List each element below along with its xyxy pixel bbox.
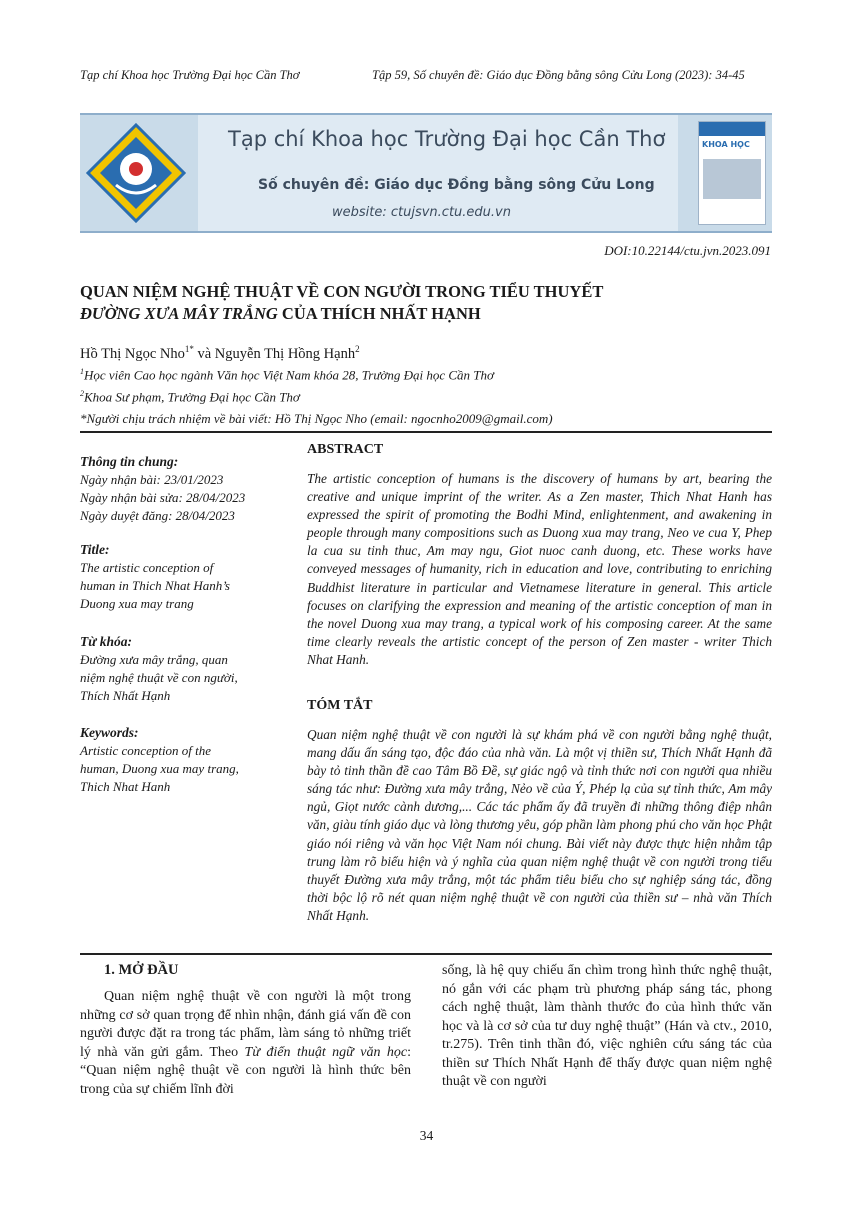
tomtat-heading: TÓM TẮT xyxy=(307,698,373,713)
affiliation-1-text: Học viên Cao học ngành Văn học Việt Nam khóa 28, Trường Đại học Cần Thơ xyxy=(84,367,494,383)
keywords-en-heading: Keywords: xyxy=(80,725,139,740)
keywords-en-line: human, Duong xua may trang, xyxy=(80,761,239,776)
doi: DOI:10.22144/ctu.jvn.2023.091 xyxy=(604,243,771,258)
journal-cover-icon xyxy=(698,121,766,225)
article-info xyxy=(80,453,285,525)
keywords-vi-heading: Từ khóa: xyxy=(80,634,132,649)
corresponding-author: *Người chịu trách nhiệm về bài viết: Hồ Thị Ngọc Nho (email: ngocnho2009@gmail.com) xyxy=(80,411,553,426)
date-received: Ngày nhận bài: 23/01/2023 xyxy=(80,472,224,487)
author-1-mark: 1* xyxy=(184,344,194,354)
author-list xyxy=(80,344,360,363)
section-1-heading: 1. MỞ ĐẦU xyxy=(104,962,179,978)
english-title-block xyxy=(80,541,285,613)
keywords-vi-block xyxy=(80,633,285,705)
date-accepted: Ngày duyệt đăng: 28/04/2023 xyxy=(80,508,235,523)
tomtat-text: Quan niệm nghệ thuật về con người là sự khám phá về con người bằng nghệ thuật, mang dấu ấn sáng tạo, độc đáo của nhà văn. Là một vị thiền sư, Thích Nhất Hạnh đã bày tỏ tinh thần đề cao Tâm Bồ Đề, sự giác ngộ và tỉnh thức nơi con người qua nhiều sáng tác như: Đường xưa mây trắng, Nẻo về của Ý, Phép lạ của sự tỉnh thức, Am mây ngủ, Giọt nước cành dương,... Các tác phẩm ấy đã truyền đi những thông điệp nhân văn, giàu tính giáo dục và lòng thương yêu, góp phần làm phong phú cho văn học Phật giáo nói riêng và văn học Việt Nam nói chung. Bài viết này được thực hiện nhằm tập trung làm rõ biểu hiện và ý nghĩa của quan niệm nghệ thuật về con người trong tiểu thuyết Đường xưa mây trắng, một tác phẩm tiêu biểu cho sự nghiệp sáng tác, đồng thời bộc lộ rõ nét quan niệm nghệ thuật về con người của thiền sư – nhà văn Thích Nhất Hạnh. xyxy=(307,727,772,923)
affiliation-1 xyxy=(80,367,494,383)
title-author: CỦA THÍCH NHẤT HẠNH xyxy=(277,304,481,323)
intro-left-column xyxy=(80,988,411,1099)
english-title-line: Duong xua may trang xyxy=(80,596,194,611)
keywords-vi-line: Thích Nhất Hạnh xyxy=(80,688,171,703)
english-title-line: The artistic conception of xyxy=(80,560,214,575)
intro-right-column: sống, là hệ quy chiếu ẩn chìm trong hình thức nghệ thuật, nó gắn với các phạm trù phương pháp sáng tác, phong cách nghệ thuật, làm thành thước đo của hình thức văn học và là cơ sở của tư duy nghệ thuật” (Hán và ctv., 2010, tr.275). Trên tinh thần đó, việc nghiên cứu sáng tác của thiền sư Thích Nhất Hạnh để thấy được quan niệm nghệ thuật về con người xyxy=(442,963,772,1089)
journal-banner xyxy=(80,113,772,233)
abstract-text: The artistic conception of humans is the discovery of humans by art, bearing the creative and unique imprint of the writer. As a Zen master, Thich Nhat Hanh has expressed the spirit of promoting the Bodhi Mind, enlightenment, and awakening in people through many compositions such as Duong xua may trang, Neo ve cua Y, Phep la cua su tinh thuc, Am may ngu, Giot nuoc canh duong, etc. These works have conveyed messages of humanity, rich in education and love, contributing to enriching Buddhist literature in particular and Vietnamese literature in general. This article focuses on clarifying the expression and meaning of the artistic conception of man in the novel Duong xua may trang, a typical work of his composing career. At the same time clearly reveals the artistic concept of the person of Zen master - writer Thich Nhat Hanh. xyxy=(307,471,772,667)
author-2-mark: 2 xyxy=(355,344,360,354)
title-line-1: QUAN NIỆM NGHỆ THUẬT VỀ CON NGƯỜI TRONG TIỂU THUYẾT xyxy=(80,282,604,301)
intro-dictionary: Từ điển thuật ngữ văn học xyxy=(244,1044,408,1060)
affiliation-2-text: Khoa Sư phạm, Trường Đại học Cần Thơ xyxy=(84,389,300,405)
article-title xyxy=(80,281,780,325)
english-title-heading: Title: xyxy=(80,542,110,557)
banner-subtitle: Số chuyên đề: Giáo dục Đồng bằng sông Cửu Long xyxy=(258,177,655,193)
affiliation-2-mark: 2 xyxy=(80,389,84,398)
page-number: 34 xyxy=(419,1128,434,1143)
affiliation-1-mark: 1 xyxy=(80,367,84,376)
running-head-issue: Tập 59, Số chuyên đề: Giáo dục Đồng bằng sông Cửu Long (2023): 34-45 xyxy=(372,68,745,82)
date-revised: Ngày nhận bài sửa: 28/04/2023 xyxy=(80,490,246,505)
cover-title: KHOA HỌC xyxy=(702,140,750,149)
english-title-line: human in Thich Nhat Hanh’s xyxy=(80,578,230,593)
keywords-en-block xyxy=(80,724,285,796)
author-conj: và xyxy=(193,345,215,362)
intro-left-b: : “Quan niệm nghệ thuật về con người là hình thức bên trong của sự chiếm lĩnh đời xyxy=(80,1044,411,1097)
header-divider xyxy=(80,431,772,433)
keywords-vi-line: niệm nghệ thuật về con người, xyxy=(80,670,238,685)
author-1: Hồ Thị Ngọc Nho xyxy=(80,345,185,362)
abstract-heading: ABSTRACT xyxy=(307,442,384,457)
keywords-en-line: Artistic conception of the xyxy=(80,743,212,758)
keywords-vi-line: Đường xưa mây trắng, quan xyxy=(80,652,228,667)
info-heading: Thông tin chung: xyxy=(80,454,179,469)
banner-title: Tạp chí Khoa học Trường Đại học Cần Thơ xyxy=(228,127,666,151)
running-head-journal: Tạp chí Khoa học Trường Đại học Cần Thơ xyxy=(80,68,300,82)
title-line-2 xyxy=(80,303,780,325)
intro-left-a: Quan niệm nghệ thuật về con người là một trong những cơ sở quan trọng để nhìn nhận, đánh giá vấn đề con người được đặt ra trong tác phẩm, làm sáng tỏ những triết lý nhà văn gửi gắm. Theo xyxy=(80,989,411,1060)
banner-website: website: ctujsvn.ctu.edu.vn xyxy=(332,205,511,220)
affiliation-2 xyxy=(80,389,300,405)
title-novel: ĐƯỜNG XƯA MÂY TRẮNG xyxy=(80,304,278,323)
author-2: Nguyễn Thị Hồng Hạnh xyxy=(214,345,356,362)
keywords-en-line: Thich Nhat Hanh xyxy=(80,779,171,794)
abstract-divider xyxy=(80,953,772,955)
university-logo-icon xyxy=(86,123,186,223)
